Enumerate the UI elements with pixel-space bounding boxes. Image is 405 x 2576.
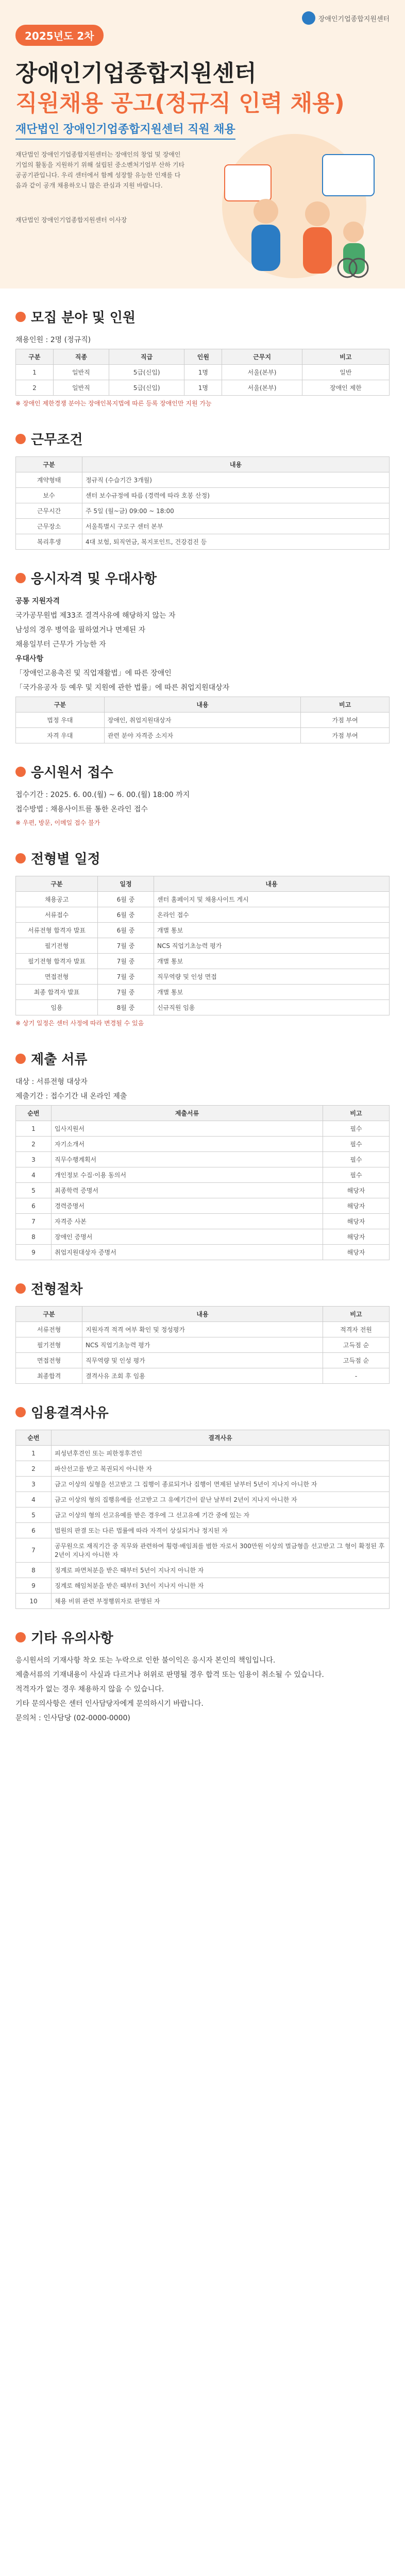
- section-dot-icon: [15, 573, 26, 583]
- preference-table: [15, 697, 390, 743]
- bullet-text: 「장애인고용촉진 및 직업재활법」에 따른 장애인: [15, 669, 172, 677]
- section-dot-icon: [15, 1407, 26, 1417]
- bullet-text: 응시원서의 기재사항 착오 또는 누락으로 인한 불이익은 응시자 본인의 책임입니다.: [15, 1656, 276, 1665]
- table-row: 2 일반직 5급(신입) 1명 서울(본부) 장애인 제한: [16, 380, 390, 396]
- table-row: 자격 우대 관련 분야 자격증 소지자 가점 부여: [16, 728, 390, 743]
- people-illustration-icon: [194, 124, 395, 283]
- table-row: 7 자격증 사본 해당자: [16, 1214, 390, 1229]
- table-row: 2 파산선고를 받고 복권되지 아니한 자: [16, 1461, 390, 1477]
- documents-table: [15, 1105, 390, 1260]
- table-row: 법정 우대 장애인, 취업지원대상자 가점 부여: [16, 713, 390, 728]
- table-row: 8 장애인 증명서 해당자: [16, 1229, 390, 1245]
- bullet-text: 대상 : 서류전형 대상자: [15, 1078, 88, 1086]
- table-header: 구분: [16, 457, 82, 472]
- note-text: ※ 상기 일정은 센터 사정에 따라 변경될 수 있음: [15, 1020, 144, 1027]
- bullet-text: 채용일부터 근무가 가능한 자: [15, 640, 106, 649]
- table-header: 순번: [16, 1430, 52, 1446]
- section-work-conditions: [15, 411, 390, 550]
- section-disqualifications: [15, 1384, 390, 1609]
- table-header: 구분: [16, 349, 54, 365]
- bullet-text: 제출서류의 기재내용이 사실과 다르거나 허위로 판명될 경우 합격 또는 임용이 취소될 수 있습니다.: [15, 1671, 324, 1679]
- table-row: 서류전형 합격자 발표 6월 중 개별 통보: [16, 923, 390, 938]
- table-row: 면접전형 7월 중 직무역량 및 인성 면접: [16, 969, 390, 985]
- section-notes: [15, 1609, 390, 1723]
- table-header: 일정: [98, 876, 154, 892]
- table-row: 필기전형 NCS 직업기초능력 평가 고득점 순: [16, 1337, 390, 1353]
- bullet-text: 「국가유공자 등 예우 및 지원에 관한 법률」에 따른 취업지원대상자: [15, 684, 230, 692]
- bullet-text: 남성의 경우 병역을 필하였거나 면제된 자: [15, 626, 146, 634]
- table-row: 9 징계로 해임처분을 받은 때부터 3년이 지나지 아니한 자: [16, 1578, 390, 1594]
- table-row: 최종합격 결격사유 조회 후 임용 -: [16, 1368, 390, 1384]
- bullet-text: 국가공무원법 제33조 결격사유에 해당하지 않는 자: [15, 612, 176, 620]
- table-row: 6 법원의 판결 또는 다른 법률에 따라 자격이 상실되거나 정지된 자: [16, 1523, 390, 1538]
- table-header: 내용: [82, 1307, 323, 1322]
- table-header: 근무지: [222, 349, 302, 365]
- process-table: [15, 1306, 390, 1384]
- table-row: 9 취업지원대상자 증명서 해당자: [16, 1245, 390, 1260]
- table-row: 근무장소 서울특별시 구로구 센터 본부: [16, 519, 390, 534]
- table-header: 내용: [82, 457, 390, 472]
- section-schedule: [15, 830, 390, 1027]
- table-row: 서류접수 6월 중 온라인 접수: [16, 907, 390, 923]
- bullet-text: 기타 문의사항은 센터 인사담당자에게 문의하시기 바랍니다.: [15, 1700, 204, 1708]
- bullet-text: 제출기간 : 접수기간 내 온라인 제출: [15, 1092, 127, 1100]
- table-header: 제출서류: [52, 1106, 323, 1121]
- table-row: 5 최종학력 증명서 해당자: [16, 1183, 390, 1198]
- table-row: 1 피성년후견인 또는 피한정후견인: [16, 1446, 390, 1461]
- section-selection-process: [15, 1260, 390, 1384]
- table-header: 내용: [104, 697, 301, 713]
- table-row: 필기전형 7월 중 NCS 직업기초능력 평가: [16, 938, 390, 954]
- section-dot-icon: [15, 853, 26, 863]
- table-row: 3 직무수행계획서 필수: [16, 1152, 390, 1167]
- section-dot-icon: [15, 767, 26, 777]
- org-name: 장애인기업종합지원센터: [318, 15, 390, 23]
- section-title: 기타 유의사항: [31, 1631, 113, 1646]
- table-row: 복리후생 4대 보험, 퇴직연금, 복지포인트, 건강검진 등: [16, 534, 390, 550]
- section-documents: [15, 1030, 390, 1260]
- section-dot-icon: [15, 1283, 26, 1294]
- section-title: 응시원서 접수: [31, 765, 113, 781]
- section-title: 제출 서류: [31, 1052, 88, 1067]
- table-row: 4 금고 이상의 형의 집행유예를 선고받고 그 유예기간이 끝난 날부터 2년이 지나지 아니한 자: [16, 1492, 390, 1507]
- conditions-table: [15, 456, 390, 550]
- bullet-text: 채용인원 : 2명 (정규직): [15, 336, 91, 344]
- intro-text: 재단법인 장애인기업종합지원센터는 장애인의 창업 및 장애인기업의 활동을 지원하기 위해 설립된 중소벤처기업부 산하 기타 공공기관입니다. 우리 센터에서 함께 성장할 유능한 인재를 다음과 같이 공개 채용하오니 많은 관심과 지원 바랍니다.: [15, 151, 185, 189]
- section-qualifications: [15, 550, 390, 743]
- sub-heading: 우대사항: [15, 655, 44, 663]
- section-title: 응시자격 및 우대사항: [31, 571, 157, 587]
- table-header: 비고: [323, 1106, 390, 1121]
- table-row: 면접전형 직무역량 및 인성 평가 고득점 순: [16, 1353, 390, 1368]
- section-application: [15, 743, 390, 827]
- table-header: 인원: [184, 349, 222, 365]
- sub-heading: 공통 지원자격: [15, 597, 60, 605]
- table-row: 1 입사지원서 필수: [16, 1121, 390, 1137]
- table-header: 비고: [302, 349, 389, 365]
- table-row: 5 금고 이상의 형의 선고유예를 받은 경우에 그 선고유예 기간 중에 있는 자: [16, 1507, 390, 1523]
- section-dot-icon: [15, 1054, 26, 1064]
- table-header: 비고: [323, 1307, 390, 1322]
- table-header: 결격사유: [52, 1430, 390, 1446]
- contact-text: 문의처 : 인사담당 (02-0000-0000): [15, 1714, 130, 1722]
- round-badge: 2025년도 2차: [15, 25, 104, 46]
- table-row: 2 자기소개서 필수: [16, 1137, 390, 1152]
- table-row: 10 채용 비위 관련 부정행위자로 판명된 자: [16, 1594, 390, 1609]
- table-row: 4 개인정보 수집·이용 동의서 필수: [16, 1167, 390, 1183]
- table-row: 서류전형 지원자격 적격 여부 확인 및 정성평가 적격자 전원: [16, 1322, 390, 1337]
- section-dot-icon: [15, 434, 26, 444]
- section-title: 전형별 일정: [31, 852, 100, 867]
- table-header: 구분: [16, 1307, 82, 1322]
- intro-sign: 재단법인 장애인기업종합지원센터 이사장: [15, 216, 127, 224]
- table-row: 7 공무원으로 재직기간 중 직무와 관련하여 횡령·배임죄를 범한 자로서 300만원 이상의 벌금형을 선고받고 그 형이 확정된 후 2년이 지나지 아니한 자: [16, 1538, 390, 1563]
- disqualification-table: [15, 1430, 390, 1609]
- table-row: 8 징계로 파면처분을 받은 때부터 5년이 지나지 아니한 자: [16, 1563, 390, 1578]
- table-header: 순번: [16, 1106, 52, 1121]
- table-row: 계약형태 정규직 (수습기간 3개월): [16, 472, 390, 488]
- table-row: 임용 8월 중 신규직원 임용: [16, 1000, 390, 1015]
- note-text: ※ 장애인 제한경쟁 분야는 장애인복지법에 따른 등록 장애인만 지원 가능: [15, 400, 212, 407]
- table-header: 비고: [301, 697, 390, 713]
- title-line-1: 장애인기업종합지원센터: [15, 60, 257, 87]
- table-row: 최종 합격자 발표 7월 중 개별 통보: [16, 985, 390, 1000]
- org-logo: [302, 11, 390, 25]
- table-header: 직종: [53, 349, 109, 365]
- note-text: ※ 우편, 방문, 이메일 접수 불가: [15, 819, 100, 826]
- recruit-table: [15, 349, 390, 396]
- bullet-text: 접수방법 : 채용사이트를 통한 온라인 접수: [15, 805, 148, 814]
- schedule-table: [15, 876, 390, 1015]
- hero-banner: [0, 0, 405, 289]
- section-recruit-field: [15, 289, 390, 408]
- table-row: 보수 센터 보수규정에 따름 (경력에 따라 호봉 산정): [16, 488, 390, 503]
- table-row: 6 경력증명서 해당자: [16, 1198, 390, 1214]
- bullet-text: 적격자가 없는 경우 채용하지 않을 수 있습니다.: [15, 1685, 164, 1693]
- section-title: 근무조건: [31, 432, 83, 448]
- table-header: 구분: [16, 697, 105, 713]
- table-row: 근무시간 주 5일 (월~금) 09:00 ~ 18:00: [16, 503, 390, 519]
- logo-icon: [302, 11, 315, 25]
- table-row: 필기전형 합격자 발표 7월 중 개별 통보: [16, 954, 390, 969]
- table-row: 채용공고 6월 중 센터 홈페이지 및 채용사이트 게시: [16, 892, 390, 907]
- table-header: 직급: [109, 349, 184, 365]
- table-row: 1 일반직 5급(신입) 1명 서울(본부) 일반: [16, 365, 390, 380]
- page-subtitle: 재단법인 장애인기업종합지원센터 직원 채용: [15, 121, 235, 140]
- title-line-2: 직원채용 공고(정규직 인력 채용): [15, 90, 345, 116]
- section-title: 모집 분야 및 인원: [31, 310, 136, 326]
- section-dot-icon: [15, 312, 26, 322]
- table-row: 3 금고 이상의 실형을 선고받고 그 집행이 종료되거나 집행이 면제된 날부터 5년이 지나지 아니한 자: [16, 1477, 390, 1492]
- section-title: 전형절차: [31, 1282, 83, 1297]
- table-header: 구분: [16, 876, 98, 892]
- table-header: 내용: [154, 876, 390, 892]
- section-title: 임용결격사유: [31, 1405, 109, 1421]
- section-dot-icon: [15, 1632, 26, 1642]
- bullet-text: 접수기간 : 2025. 6. 00.(월) ~ 6. 00.(월) 18:00 까지: [15, 791, 190, 799]
